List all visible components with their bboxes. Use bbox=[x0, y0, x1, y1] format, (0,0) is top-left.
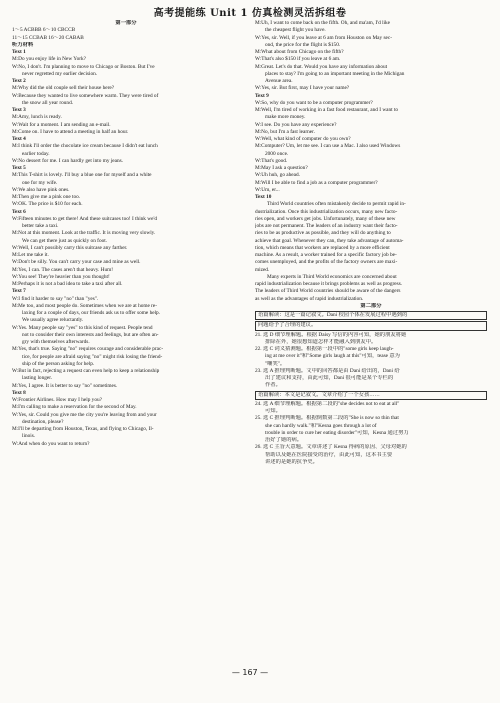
text-line: W:OK. The price is $10 for each. bbox=[12, 201, 83, 208]
text-line: W:Yes. Many people say "yes" to this kind of request. People tend bbox=[12, 324, 153, 331]
text-line: W:Um, er... bbox=[255, 186, 280, 193]
text-line: 21. 选 D 细节理解题。根据 Daisy 写信的内容可知，她的朋友将她 bbox=[255, 331, 407, 338]
text-line: M:Why did the old couple sell their house here? bbox=[12, 85, 115, 92]
text-line: ship of the person asking for help. bbox=[22, 360, 95, 367]
text-line: W:But in fact, rejecting a request can even help to keep a relationship bbox=[12, 368, 160, 374]
text-line: 讲述的是她的抗争史。 bbox=[265, 458, 318, 465]
text-line: not to consider their own interests and feelings, but are often an- bbox=[22, 331, 159, 338]
text-line: the cheapest flight you have. bbox=[265, 27, 326, 34]
text-line: W:Don't be silly. You can't carry your case and mine as well. bbox=[12, 259, 141, 266]
text-line: W:Well, what kind of computer do you own? bbox=[255, 136, 351, 142]
text-line: W:Uh huh, go ahead. bbox=[255, 172, 300, 179]
text-line: Text 8 bbox=[12, 389, 26, 396]
text-line: We usually agree reluctantly. bbox=[22, 317, 84, 324]
page-title: 高考提能练 Unit 1 仿真检测灵活拆组卷 bbox=[153, 8, 347, 19]
text-line: W:Yes, sir. But first, may I have your name? bbox=[255, 85, 350, 92]
text-line: achieve that goal. Whenever they can, they take advantage of automa- bbox=[255, 237, 404, 244]
text-line: M:Will I be able to find a job as a computer programmer? bbox=[255, 179, 378, 186]
text-line: M:I'm calling to make a reservation for the second of May. bbox=[12, 404, 137, 411]
text-line: Text 7 bbox=[12, 288, 26, 295]
text-line: 帮助以及她在医院接受的治疗，由此可知，这本书主要 bbox=[265, 451, 393, 458]
text-line: machine. As a result, a worker trained for a specific factory job be- bbox=[255, 252, 397, 258]
text-line: Text 2 bbox=[12, 78, 26, 84]
text-line: Text 10 bbox=[255, 194, 272, 200]
text-line: places to stay? I'm going to an important meeting in the Michigan bbox=[265, 70, 405, 77]
text-line: M:Uh, I want to come back on the fifth. Oh, and ma'am, I'd like bbox=[255, 20, 391, 26]
text-line: comes unemployed, and the profits of the factory owners are maxi- bbox=[255, 259, 398, 266]
text-line: W:And when do you want to return? bbox=[12, 440, 90, 447]
text-line: ond, the price for the flight is $150. bbox=[265, 41, 341, 48]
text-line: M:Computer? Um, let me see. I can use a Mac. I also used Windows bbox=[255, 143, 401, 150]
text-line: Text 3 bbox=[12, 107, 26, 113]
text-line: the snow all year round. bbox=[22, 99, 74, 106]
text-line: W:Wait for a moment. I am sending an e-mail. bbox=[12, 121, 111, 128]
text-line: Text 4 bbox=[12, 136, 26, 142]
text-line: W:You see! They're heavier than you thought! bbox=[12, 273, 110, 280]
text-line: M:Then give me a pink one too. bbox=[12, 194, 81, 200]
text-line: M:Yes, I can. The cases aren't that heavy. Hum! bbox=[12, 266, 114, 273]
text-line: M:I think I'll order the chocolate ice cream because I didn't eat lunch bbox=[12, 143, 158, 150]
text-line: 语篇解读：本文是记叙文。文章介绍了一个女孩…… bbox=[255, 391, 487, 400]
text-line: 语篇解读：这是一篇记叙文。Dani 校园个体在发展过程中遇到的 bbox=[255, 311, 487, 320]
text-line: 11～15 CCBAB 16～20 CABAB bbox=[12, 34, 84, 41]
text-line: M:What about from Chicago on the fifth? bbox=[255, 49, 344, 55]
text-line: 22. 选 C 词义猜测题。根据第一段中的"some girls keep laugh- bbox=[255, 346, 394, 352]
text-line: 治好了她的病。 bbox=[265, 437, 303, 443]
text-line: W:I find it harder to say "no" than "yes". bbox=[12, 295, 99, 302]
text-line: ries open, and workers get jobs. Unfortunately, many of these new bbox=[255, 215, 396, 222]
text-line: never regretted my earlier decision. bbox=[22, 70, 98, 77]
text-line: The leaders of Third World countries should be aware of the dangers bbox=[255, 288, 401, 295]
left-column bbox=[12, 20, 240, 448]
text-line: jobs are not permanent. The leaders of an industry want their facto- bbox=[255, 223, 398, 229]
text-line: 1～5 ACBBB 6～10 CBCCB bbox=[12, 27, 76, 34]
text-line: M:I'll be departing from Houston, Texas, and flying to Chicago, Il- bbox=[12, 426, 154, 432]
text-line: 23. 选 A 推理判断题。文中的回答都是由 Dani 给出的，Dani 给 bbox=[255, 367, 400, 374]
right-column bbox=[255, 20, 487, 466]
text-line: 作者。 bbox=[265, 382, 281, 389]
text-line: M:No, but I'm a fast learner. bbox=[255, 128, 315, 135]
text-line: 24. 选 A 细节理解题。根据第二段的"she decides not to eat at all" bbox=[255, 400, 400, 407]
text-line: 听力材料 bbox=[12, 41, 34, 48]
text-line: W:Because they wanted to live somewhere warm. They were tired of bbox=[12, 92, 159, 99]
text-line: linois. bbox=[22, 433, 36, 440]
text-line: M:Do you enjoy life in New York? bbox=[12, 56, 87, 63]
text-line: gry with themselves afterwards. bbox=[22, 339, 90, 345]
text-line: W:That's good. bbox=[255, 157, 288, 164]
text-line: W:Yes, sir. Well, if you leave at 6 am from Houston on May sec- bbox=[255, 34, 393, 41]
text-line: earlier today. bbox=[22, 150, 50, 157]
text-line: M:Yes, that's true. Saying "no" requires courage and considerable prac- bbox=[12, 346, 164, 353]
text-line: trouble in order to cure her eating disorder"可知，Kesna 通过努力 bbox=[265, 429, 409, 436]
text-line: W:So, why do you want to be a computer programmer? bbox=[255, 99, 373, 106]
text-line: W:Yes, sir. Could you give me the city you're leaving from and your bbox=[12, 411, 157, 418]
text-line: M:Let me take it. bbox=[12, 252, 49, 258]
text-line: W:That's also $150 if you leave at 6 am. bbox=[255, 56, 341, 63]
text-line: Text 1 bbox=[12, 49, 26, 55]
text-line: M:Well, I'm tired of working in a fast food restaurant, and I want to bbox=[255, 107, 399, 113]
text-line: make more money. bbox=[265, 114, 306, 121]
text-line: Avenue area. bbox=[265, 78, 293, 84]
text-line: tice, for people are afraid saying "no" might risk losing the friend- bbox=[22, 353, 163, 360]
text-line: 排除在外，她很想知道怎样才能融入到朋友中。 bbox=[265, 338, 377, 345]
text-line: 25. 选 C 推理判断题。根据倒数第二段的"She is now so thin that bbox=[255, 415, 399, 422]
text-line: better take a taxi. bbox=[22, 223, 59, 229]
text-line: 可知。 bbox=[265, 408, 281, 414]
text-line: W:Well, I can't possibly carry this suitcase any farther. bbox=[12, 244, 128, 251]
text-line: 第一部分 bbox=[115, 20, 137, 26]
text-line: she can hardly walk."和"Kesna goes through a lot of bbox=[265, 422, 377, 429]
text-line: rapid industrialization because it brings problems as well as progress. bbox=[255, 281, 403, 287]
text-line: Text 6 bbox=[12, 208, 26, 215]
text-line: 第二部分 bbox=[360, 302, 382, 309]
text-line: Many experts in Third World economics are concerned about bbox=[267, 273, 397, 280]
text-line: Text 9 bbox=[255, 92, 269, 99]
text-line: destination, please? bbox=[22, 418, 64, 425]
text-line: M:Me too, and most people do. Sometimes when we are at home re- bbox=[12, 302, 158, 309]
text-line: 26. 选 C 主旨大意题。文章讲述了 Kesna 得病的原因、父母对她的 bbox=[255, 444, 407, 451]
text-line: 出了建议和支持，由此可知，Dani 很可能是某个专栏的 bbox=[265, 375, 394, 381]
text-line: tion, which means that workers are replaced by a more efficient bbox=[255, 244, 390, 251]
text-line: ries to be as productive as possible, and they will do anything to bbox=[255, 230, 391, 237]
text-line: M:Perhaps it is not a bad idea to take a taxi after all. bbox=[12, 281, 123, 287]
text-line: M:May I ask a question? bbox=[255, 165, 308, 171]
text-line: "嘲笑"。 bbox=[265, 360, 286, 367]
text-line: mized. bbox=[255, 266, 270, 273]
text-line: Text 5 bbox=[12, 165, 26, 171]
text-line: M:Great. Let's do that. Would you have any information about bbox=[255, 63, 388, 70]
text-line: M:This T-shirt is lovely. I'll buy a blue one for myself and a white bbox=[12, 172, 152, 179]
text-line: one for my wife. bbox=[22, 179, 58, 186]
text-line: M:Come on. I have to attend a meeting in half an hour. bbox=[12, 128, 129, 135]
text-line: lasting longer. bbox=[22, 375, 53, 382]
text-line: M:Yes, I agree. It is better to say "no" sometimes. bbox=[12, 382, 118, 389]
page-number: — 167 — bbox=[231, 668, 269, 677]
text-line: dustrialization. Once this industrialization occurs, many new facto- bbox=[255, 208, 398, 215]
text-line: We can get there just as quickly on foot. bbox=[22, 237, 108, 244]
text-line: M:Amy, lunch is ready. bbox=[12, 114, 62, 121]
text-line: W:Frontier Airlines. How may I help you? bbox=[12, 397, 102, 403]
text-line: as well as the advantages of rapid industrialization. bbox=[255, 295, 364, 302]
text-line: W:No, I don't. I'm planning to move to Chicago or Boston. But I've bbox=[12, 63, 155, 70]
text-line: laxing for a couple of days, our friends ask us to offer some help. bbox=[22, 310, 161, 316]
text-line: 问题给予了合理的建议。 bbox=[255, 321, 487, 330]
text-line: 2000 once. bbox=[265, 150, 289, 157]
text-line: W:No dessert for me. I can hardly get into my jeans. bbox=[12, 157, 124, 164]
text-line: W:I see. Do you have any experience? bbox=[255, 121, 337, 128]
text-line: W:Fifteen minutes to get there! And these suitcases too! I think we'd bbox=[12, 215, 158, 222]
text-line: Third World countries often mistakenly decide to permit rapid in- bbox=[267, 201, 406, 208]
text-line: M:Not at this moment. Look at the traffic. It is moving very slowly. bbox=[12, 230, 156, 237]
text-line: ing at me over it"和"Some girls laugh at this"可知，tease 意为 bbox=[265, 353, 400, 360]
text-line: W:We also have pink ones. bbox=[12, 186, 70, 193]
